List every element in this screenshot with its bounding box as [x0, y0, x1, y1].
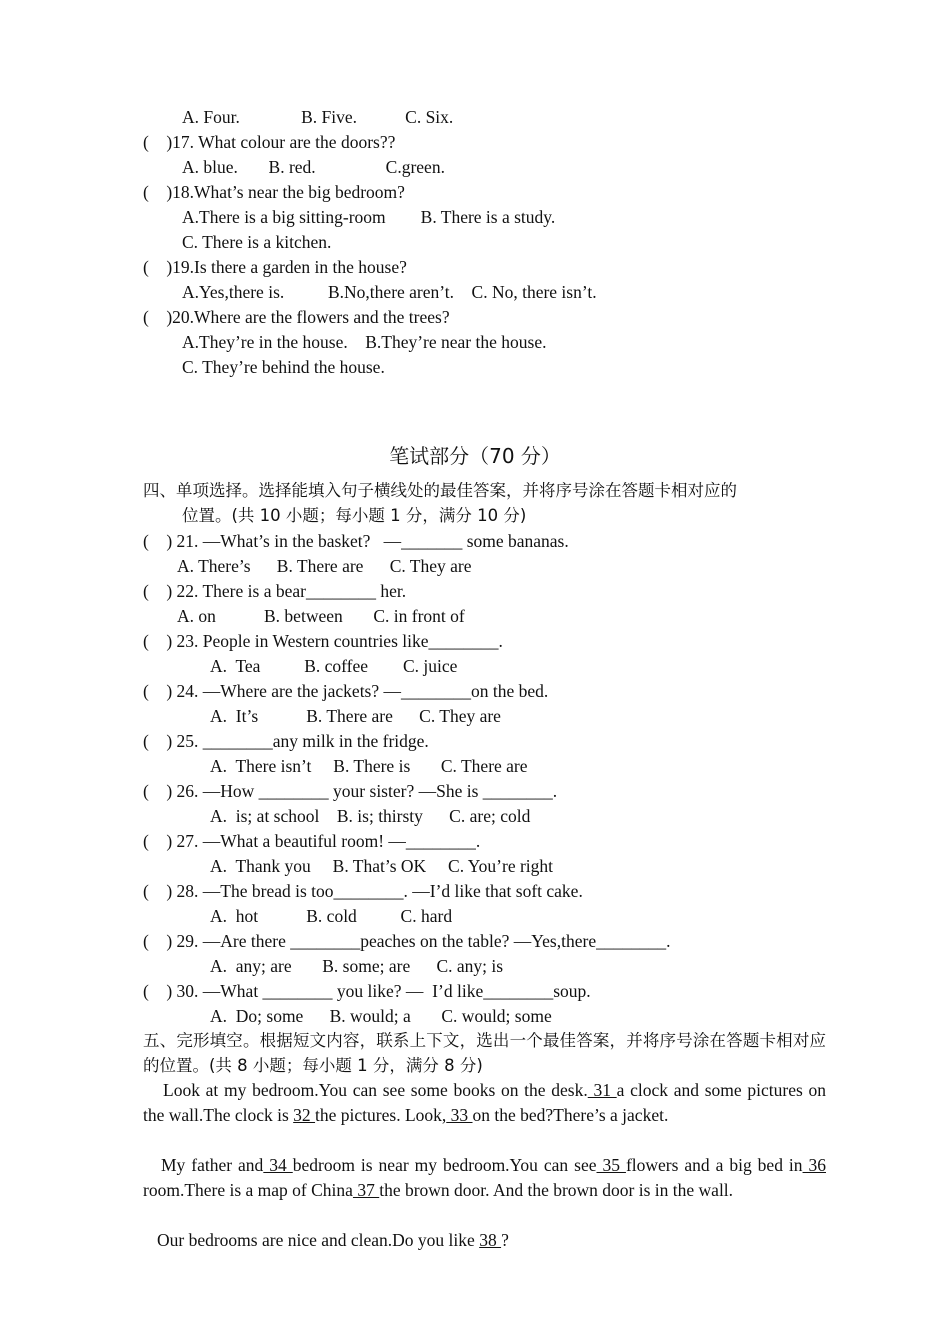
- cloze-text: the brown door. And the brown door is in the wall.: [379, 1180, 734, 1200]
- q24-options: A. It’s B. There are C. They are: [210, 706, 501, 726]
- q26-question: ( ) 26. —How ________ your sister? —She is ________.: [143, 781, 558, 801]
- q18-question: ( )18.What’s near the big bedroom?: [143, 182, 405, 202]
- q25-options: A. There isn’t B. There is C. There are: [210, 756, 528, 776]
- q22-question: ( ) 22. There is a bear________ her.: [143, 581, 407, 601]
- q28-options: A. hot B. cold C. hard: [210, 906, 453, 926]
- q17-question: ( )17. What colour are the doors??: [143, 132, 396, 152]
- q28-question: ( ) 28. —The bread is too________. —I’d like that soft cake.: [143, 881, 583, 901]
- q24-question: ( ) 24. —Where are the jackets? —________on the bed.: [143, 681, 549, 701]
- q29-options: A. any; are B. some; are C. any; is: [210, 956, 504, 976]
- q17-number: 17: [172, 132, 190, 152]
- q29-question: ( ) 29. —Are there ________peaches on the table? —Yes,there________.: [143, 931, 671, 951]
- cloze-text: a clock and some pictures on the wall.The clock is: [143, 1080, 826, 1125]
- cloze-text: My father and: [161, 1155, 264, 1175]
- q22-options: A. on B. between C. in front of: [177, 606, 465, 626]
- q21-options: A. There’s B. There are C. They are: [177, 556, 472, 576]
- cloze-blank-33: 33: [446, 1105, 473, 1125]
- section-title: 笔试部分（70 分）: [389, 444, 561, 468]
- section5-heading: 五、完形填空。根据短文内容，联系上下文，选出一个最佳答案，并将序号涂在答题卡相对应的位置。(共 8 小题；每小题 1 分，满分 8 分): [143, 1031, 826, 1075]
- q20-text: Where are the flowers and the trees?: [194, 307, 450, 327]
- q17-options: A. blue. B. red. C.green.: [182, 157, 445, 177]
- cloze-text: Our bedrooms are nice and clean.Do you like: [157, 1230, 480, 1250]
- cloze-blank-32: 32: [293, 1105, 316, 1125]
- cloze-blank-34: 34: [263, 1155, 293, 1175]
- q19-number: 19: [172, 257, 190, 277]
- q19-question: ( )19.Is there a garden in the house?: [143, 257, 407, 277]
- q23-question: ( ) 23. People in Western countries like________.: [143, 631, 503, 651]
- cloze-text: bedroom is near my bedroom.You can see: [292, 1155, 597, 1175]
- cloze-blank-35: 35: [596, 1155, 626, 1175]
- cloze-paragraph-1: [143, 1078, 826, 1128]
- cloze-blank-37: 37: [352, 1180, 380, 1200]
- section4-heading-line1: 四、单项选择。选择能填入句子横线处的最佳答案，并将序号涂在答题卡相对应的: [143, 481, 737, 500]
- cloze-text: flowers and a big bed in: [625, 1155, 803, 1175]
- q26-options: A. is; at school B. is; thirsty C. are; cold: [210, 806, 531, 826]
- q20-options-ab: A.They’re in the house. B.They’re near the house.: [182, 332, 547, 352]
- cloze-paragraph-3: [143, 1228, 826, 1253]
- q18-number: 18: [172, 182, 190, 202]
- q30-question: ( ) 30. —What ________ you like? — I’d like________soup.: [143, 981, 591, 1001]
- q20-number: 20: [172, 307, 190, 327]
- cloze-blank-31: 31: [587, 1080, 617, 1100]
- q19-text: Is there a garden in the house?: [194, 257, 407, 277]
- q19-options: A.Yes,there is. B.No,there aren’t. C. No, there isn’t.: [182, 282, 597, 302]
- q18-text: What’s near the big bedroom?: [194, 182, 405, 202]
- q20-question: ( )20.Where are the flowers and the trees?: [143, 307, 450, 327]
- q27-question: ( ) 27. —What a beautiful room! —________.: [143, 831, 481, 851]
- cloze-text: on the bed?There’s a jacket.: [472, 1105, 669, 1125]
- section4-heading-line2: 位置。(共 10 小题；每小题 1 分，满分 10 分): [182, 506, 527, 525]
- q23-options: A. Tea B. coffee C. juice: [210, 656, 458, 676]
- cloze-blank-36: 36: [802, 1155, 826, 1175]
- cloze-text: ?: [501, 1230, 509, 1250]
- q20-options-c: C. They’re behind the house.: [182, 357, 385, 377]
- cloze-blank-38: 38: [479, 1230, 502, 1250]
- q21-question: ( ) 21. —What’s in the basket? —_______ some bananas.: [143, 531, 569, 551]
- q18-options-c: C. There is a kitchen.: [182, 232, 332, 252]
- cloze-paragraph-2: [143, 1153, 826, 1203]
- q27-options: A. Thank you B. That’s OK C. You’re right: [210, 856, 554, 876]
- cloze-text: Look at my bedroom.You can see some books on the desk.: [163, 1080, 588, 1100]
- q25-question: ( ) 25. ________any milk in the fridge.: [143, 731, 429, 751]
- q30-options: A. Do; some B. would; a C. would; some: [210, 1006, 552, 1026]
- cloze-text: the pictures. Look,: [315, 1105, 447, 1125]
- q18-options-ab: A.There is a big sitting-room B. There is a study.: [182, 207, 556, 227]
- q16-options: A. Four. B. Five. C. Six.: [182, 107, 454, 127]
- q17-text: What colour are the doors??: [198, 132, 396, 152]
- cloze-text: room.There is a map of China: [143, 1180, 353, 1200]
